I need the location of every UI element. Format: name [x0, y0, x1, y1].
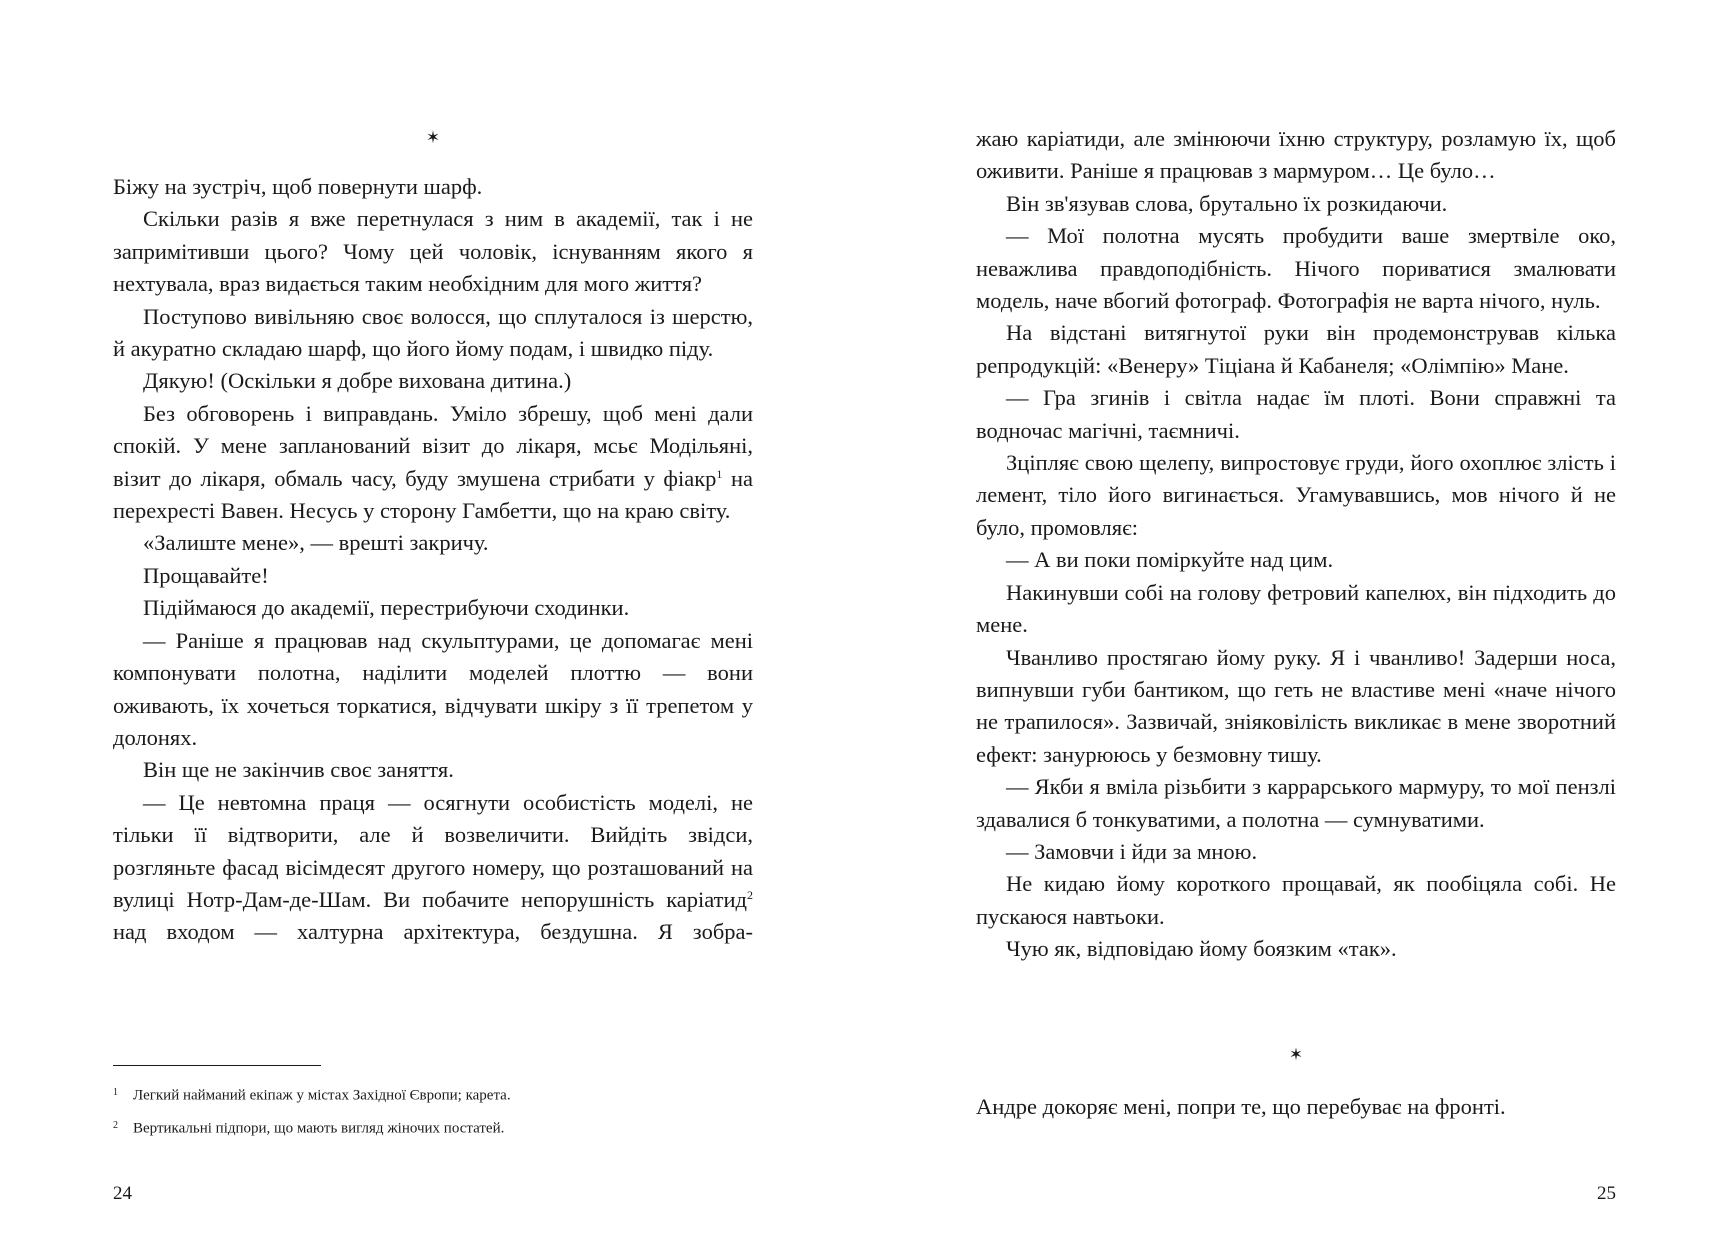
footnote-number: 1	[113, 1087, 118, 1098]
paragraph: Чванливо простягаю йому руку. Я і чванливо! Задерши носа, випнувши губи бантиком, що геть не властиве мені «наче нічого не трапилося». Зазвичай, зніяковілість викликає в мене зворотний ефект: занурююсь у безмовну тишу.	[976, 644, 1616, 767]
section-ornament: ✶	[425, 128, 441, 147]
paragraph: Андре докоряє мені, попри те, що перебуває на фронті.	[976, 1094, 1506, 1119]
paragraph: — Гра згинів і світла надає їм плоті. Вони справжні та водночас магічні, таємничі.	[976, 385, 1616, 443]
footnote-text: Легкий найманий екіпаж у містах Західної Європи; карета.	[133, 1087, 511, 1104]
right-page	[976, 0, 1616, 1258]
footnotes	[113, 1078, 753, 1143]
paragraph: Накинувши собі на голову фетровий капелюх, він підходить до мене.	[976, 579, 1616, 638]
paragraph: Дякую! (Оскільки я добре вихована дитина.)	[143, 368, 572, 394]
left-page	[113, 0, 753, 1258]
paragraph: Не кидаю йому короткого прощавай, як пообіцяла собі. Не пускаюся навтьоки.	[976, 871, 1616, 929]
paragraph: Зціпляє свою щелепу, випростовує груди, його охоплює злість і лемент, тіло його вигинається. Угамувавшись, мов нічого й не було, промовляє:	[976, 450, 1616, 540]
paragraph: — Якби я вміла різьбити з каррарського мармуру, то мої пензлі здавалися б тонкуватими, а полотна — сумнуватими.	[976, 774, 1616, 832]
paragraph: Чую як, відповідаю йому боязким «так».	[1006, 936, 1397, 962]
paragraph: — Раніше я працював над скульптурами, це допомагає мені компонувати полотна, наділити моделей плоттю — вони оживають, їх хочеться торкатися, відчувати шкіру з її трепетом у долонях.	[113, 627, 753, 750]
left-body-text	[113, 171, 753, 949]
paragraph: — Мої полотна мусять пробудити ваше змертвіле око, неважлива правдоподібність. Нічого пориватися змалювати модель, наче вбогий фотограф. Фотографія не варта нічого, нуль.	[976, 223, 1616, 314]
page-number: 24	[113, 1183, 132, 1204]
footnote	[113, 1111, 753, 1144]
paragraph: Біжу на зустріч, щоб повернути шарф.	[113, 174, 483, 199]
paragraph: Він ще не закінчив своє заняття.	[143, 757, 454, 783]
page-number: 25	[1597, 1183, 1616, 1204]
paragraph: Підіймаюся до академії, перестрибуючи сходинки.	[143, 595, 630, 621]
paragraph-text: на перехресті Вавен. Несусь у сторону Гамбетти, що на краю світу.	[113, 465, 753, 524]
paragraph: Поступово вивільняю своє волосся, що сплуталося із шерстю, й акуратно складаю шарф, що його йому подам, і швидко піду.	[113, 303, 753, 362]
paragraph: Скільки разів я вже перетнулася з ним в академії, так і не запримітивши цього? Чому цей чоловік, існуванням якого я нехтувала, враз видається таким необхідним для мого життя?	[113, 206, 753, 297]
paragraph-text: Без обговорень і виправдань. Уміло збрешу, щоб мені дали спокій. У мене запланований візит до лікаря, мсьє Модільяні, візит до лікаря, обмаль часу, буду змушена стрибати у фіакр	[113, 400, 753, 491]
right-body-text-after-break	[976, 1091, 1616, 1123]
footnote	[113, 1078, 753, 1111]
footnote-ref-1[interactable]: 1	[716, 466, 723, 481]
paragraph-text: над входом — халтурна архітектура, бездушна. Я зобра-	[113, 919, 753, 945]
paragraph	[113, 787, 753, 949]
footnote-text: Вертикальні підпори, що мають вигляд жіночих постатей.	[133, 1120, 505, 1136]
right-body-text	[976, 123, 1616, 966]
paragraph: — Замовчи і йди за мною.	[1006, 838, 1258, 864]
paragraph: «Залиште мене», — врешті закричу.	[143, 530, 489, 556]
footnote-ref-2[interactable]: 2	[747, 888, 753, 903]
footnote-number: 2	[113, 1119, 118, 1131]
paragraph: Він зв'язував слова, брутально їх розкидаючи.	[1006, 190, 1448, 216]
paragraph: На відстані витягнутої руки він продемонстрував кілька репродукцій: «Венеру» Тіціана й Кабанеля; «Олімпію» Мане.	[976, 320, 1616, 378]
section-ornament: ✶	[1288, 1045, 1304, 1064]
paragraph-text: — Це невтомна праця — осягнути особистість моделі, не тільки її відтворити, але й возвеличити. Вийдіть звідси, розгляньте фасад вісімдесят другого номеру, що розташований на вулиці Нотр-Дам-де-Шам. Ви побачите непорушність каріатид	[113, 789, 753, 912]
paragraph: Прощавайте!	[143, 562, 269, 588]
paragraph: жаю каріатиди, але змінюючи їхню структуру, розламую їх, щоб оживити. Раніше я працював з мармуром… Це було…	[976, 126, 1616, 184]
paragraph: — А ви поки поміркуйте над цим.	[1006, 547, 1334, 573]
footnote-divider	[113, 1065, 321, 1066]
paragraph	[113, 398, 753, 528]
